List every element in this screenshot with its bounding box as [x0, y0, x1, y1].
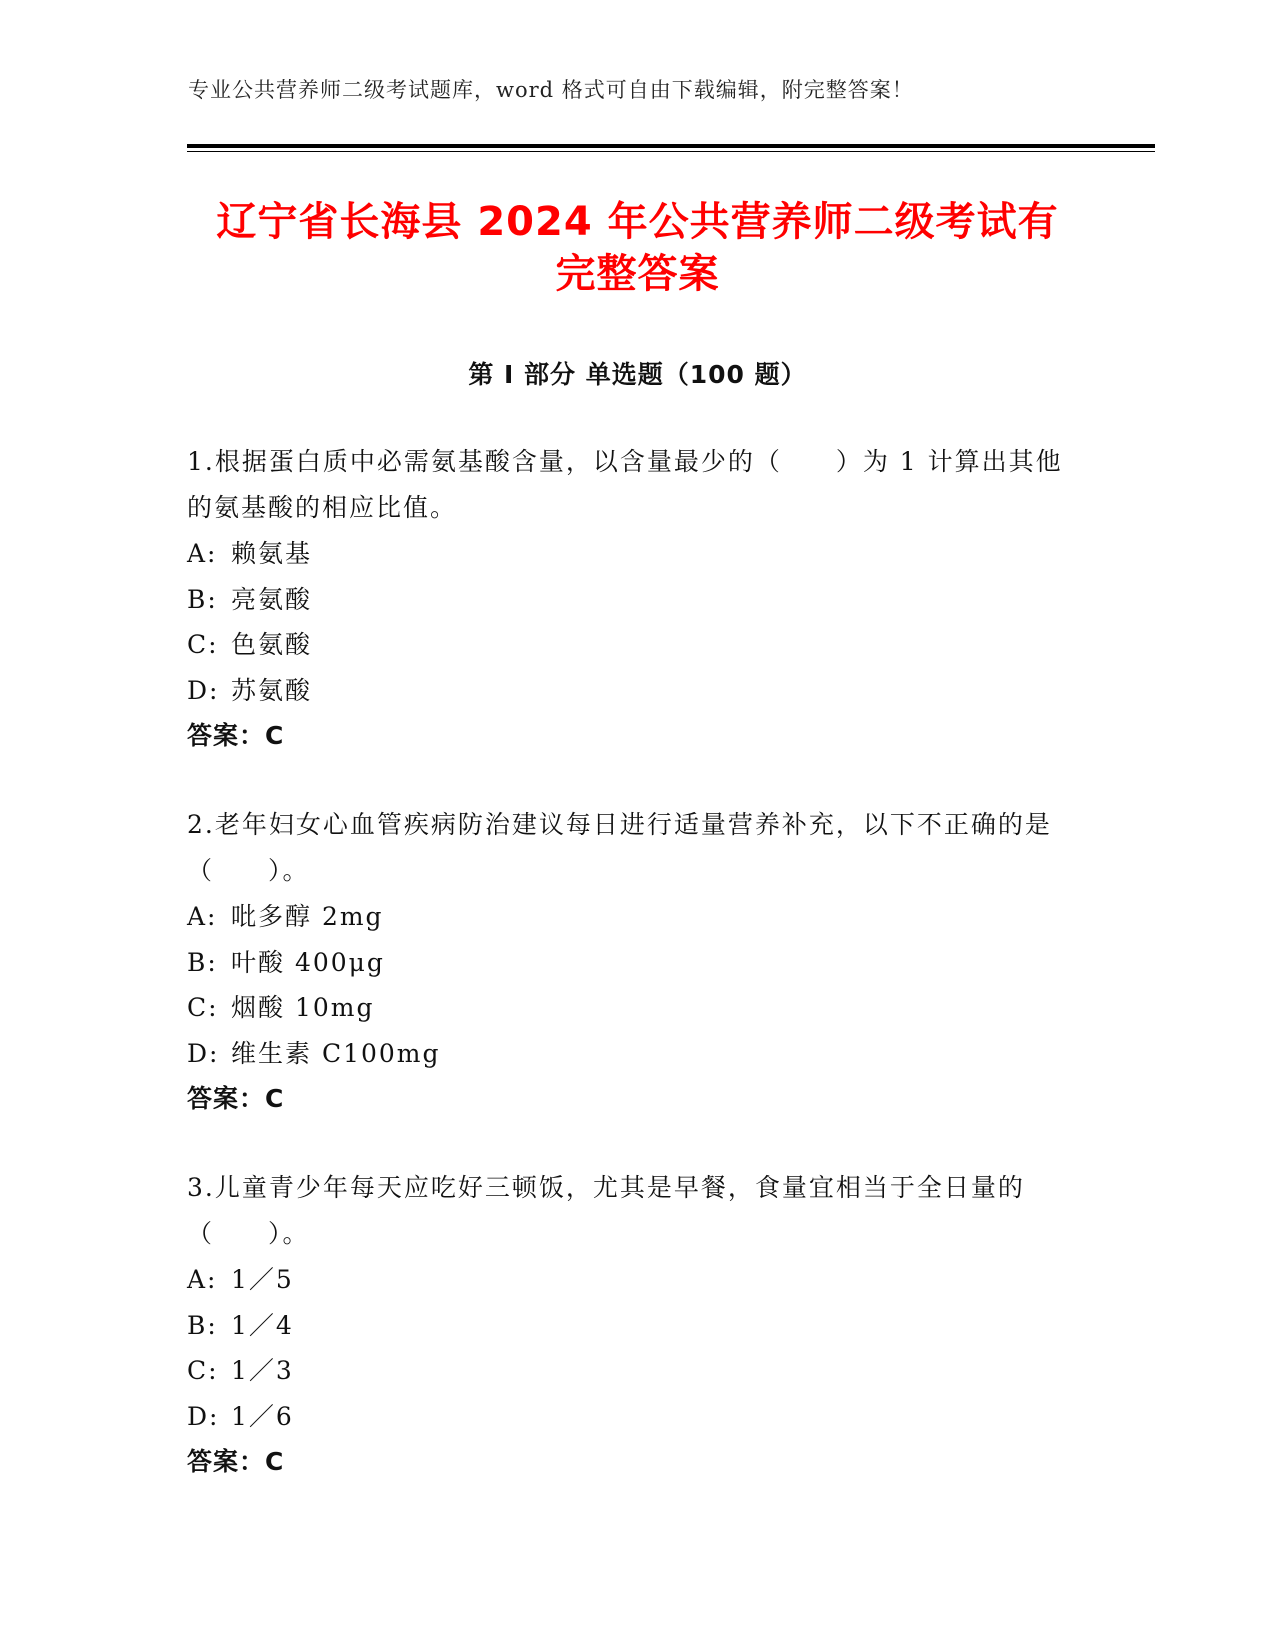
option-key: A: [187, 539, 218, 568]
option-key: A: [187, 902, 218, 931]
option-d [187, 1031, 1067, 1077]
option-a [187, 894, 1067, 940]
option-text: 吡多醇 2mg [231, 902, 384, 931]
question-stem: 2.老年妇女心血管疾病防治建议每日进行适量营养补充，以下不正确的是（ ）。 [187, 810, 1052, 885]
option-a [187, 531, 1067, 577]
option-c [187, 1348, 1067, 1394]
question-stem: 3.儿童青少年每天应吃好三顿饭，尤其是早餐，食量宜相当于全日量的（ ）。 [187, 1173, 1025, 1248]
option-b [187, 1303, 1067, 1349]
header-divider-thick [187, 144, 1155, 148]
option-key: B: [187, 947, 218, 977]
option-key: B: [187, 1310, 218, 1340]
option-c [187, 985, 1067, 1031]
option-text: 烟酸 10mg [231, 993, 375, 1022]
option-text: 色氨酸 [231, 630, 313, 659]
option-text: 1／4 [231, 1310, 294, 1340]
option-key: A: [187, 1265, 218, 1294]
answer-line: 答案：C [187, 1447, 285, 1476]
option-key: D: [187, 1038, 220, 1068]
option-text: 苏氨酸 [231, 675, 313, 705]
option-key: D: [187, 1401, 220, 1431]
option-c [187, 622, 1067, 668]
option-a [187, 1257, 1067, 1303]
section-title: 第 I 部分 单选题（100 题） [468, 360, 807, 389]
question-item [187, 802, 1067, 1122]
option-key: C: [187, 630, 219, 659]
option-d [187, 1394, 1067, 1440]
option-b [187, 577, 1067, 623]
document-title-line-1: 辽宁省长海县 2024 年公共营养师二级考试有 [216, 199, 1059, 245]
question-item [187, 1165, 1067, 1485]
option-text: 叶酸 400μg [231, 947, 385, 977]
header-note: 专业公共营养师二级考试题库，word 格式可自由下载编辑，附完整答案！ [188, 78, 914, 102]
option-text: 亮氨酸 [231, 584, 313, 614]
option-text: 1／3 [231, 1356, 294, 1385]
header-divider-thin [187, 151, 1155, 152]
option-d [187, 668, 1067, 714]
document-title-line-2: 完整答案 [555, 251, 720, 297]
document-title [150, 196, 1125, 300]
option-text: 1／6 [231, 1401, 294, 1431]
answer-line: 答案：C [187, 1084, 285, 1113]
option-b [187, 940, 1067, 986]
question-item [187, 439, 1067, 759]
option-key: C: [187, 993, 219, 1022]
answer-line: 答案：C [187, 721, 285, 750]
option-text: 维生素 C100mg [231, 1038, 441, 1068]
option-key: B: [187, 584, 218, 614]
question-stem: 1.根据蛋白质中必需氨基酸含量，以含量最少的（ ）为 1 计算出其他的氨基酸的相应比值。 [187, 447, 1063, 522]
option-text: 1／5 [231, 1265, 294, 1294]
option-key: D: [187, 675, 220, 705]
option-text: 赖氨基 [231, 539, 313, 568]
option-key: C: [187, 1356, 219, 1385]
